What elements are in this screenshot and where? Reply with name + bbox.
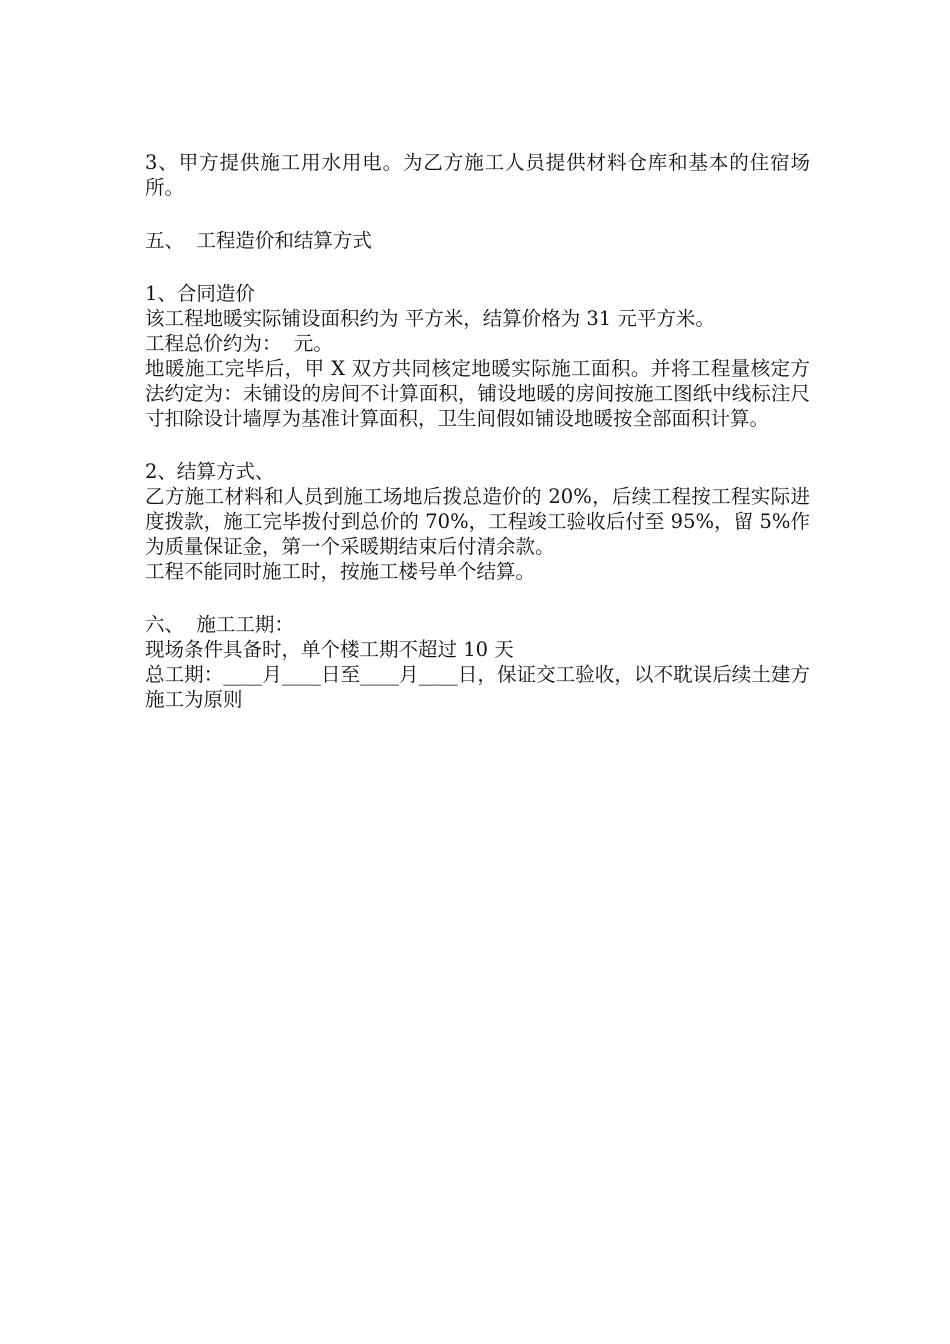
document-body xyxy=(145,150,810,712)
paragraph: 乙方施工材料和人员到施工场地后拨总造价的 20%，后续工程按工程实际进度拨款，施工完毕拨付到总价的 70%，工程竣工验收后付至 95%，留 5%作为质量保证金，第一个采暖期结束后付清余款。 xyxy=(145,485,810,558)
paragraph: 地暖施工完毕后，甲 X 双方共同核定地暖实际施工面积。并将工程量核定方法约定为：未铺设的房间不计算面积，铺设地暖的房间按施工图纸中线标注尺寸扣除设计墙厚为基准计算面积，卫生间假如铺设地暖按全部面积计算。 xyxy=(145,357,810,430)
paragraph-spacer xyxy=(145,431,810,459)
paragraph: 该工程地暖实际铺设面积约为 平方米，结算价格为 31 元平方米。 xyxy=(145,307,715,330)
paragraph: 总工期：____月____日至____月____日，保证交工验收，以不耽误后续土建方施工为原则 xyxy=(145,663,810,711)
paragraph: 1、合同造价 xyxy=(145,282,255,305)
paragraph: 3、甲方提供施工用水用电。为乙方施工人员提供材料仓库和基本的住宿场所。 xyxy=(145,151,810,199)
paragraph: 现场条件具备时，单个楼工期不超过 10 天 xyxy=(145,638,514,661)
paragraph: 工程总价约为： 元。 xyxy=(145,332,333,355)
paragraph: 工程不能同时施工时，按施工楼号单个结算。 xyxy=(145,560,536,583)
paragraph-spacer xyxy=(145,253,810,281)
paragraph-spacer xyxy=(145,584,810,612)
paragraph: 五、 工程造价和结算方式 xyxy=(145,229,372,252)
paragraph: 六、 施工工期： xyxy=(145,613,294,636)
paragraph: 2、结算方式、 xyxy=(145,460,275,483)
paragraph-spacer xyxy=(145,200,810,228)
